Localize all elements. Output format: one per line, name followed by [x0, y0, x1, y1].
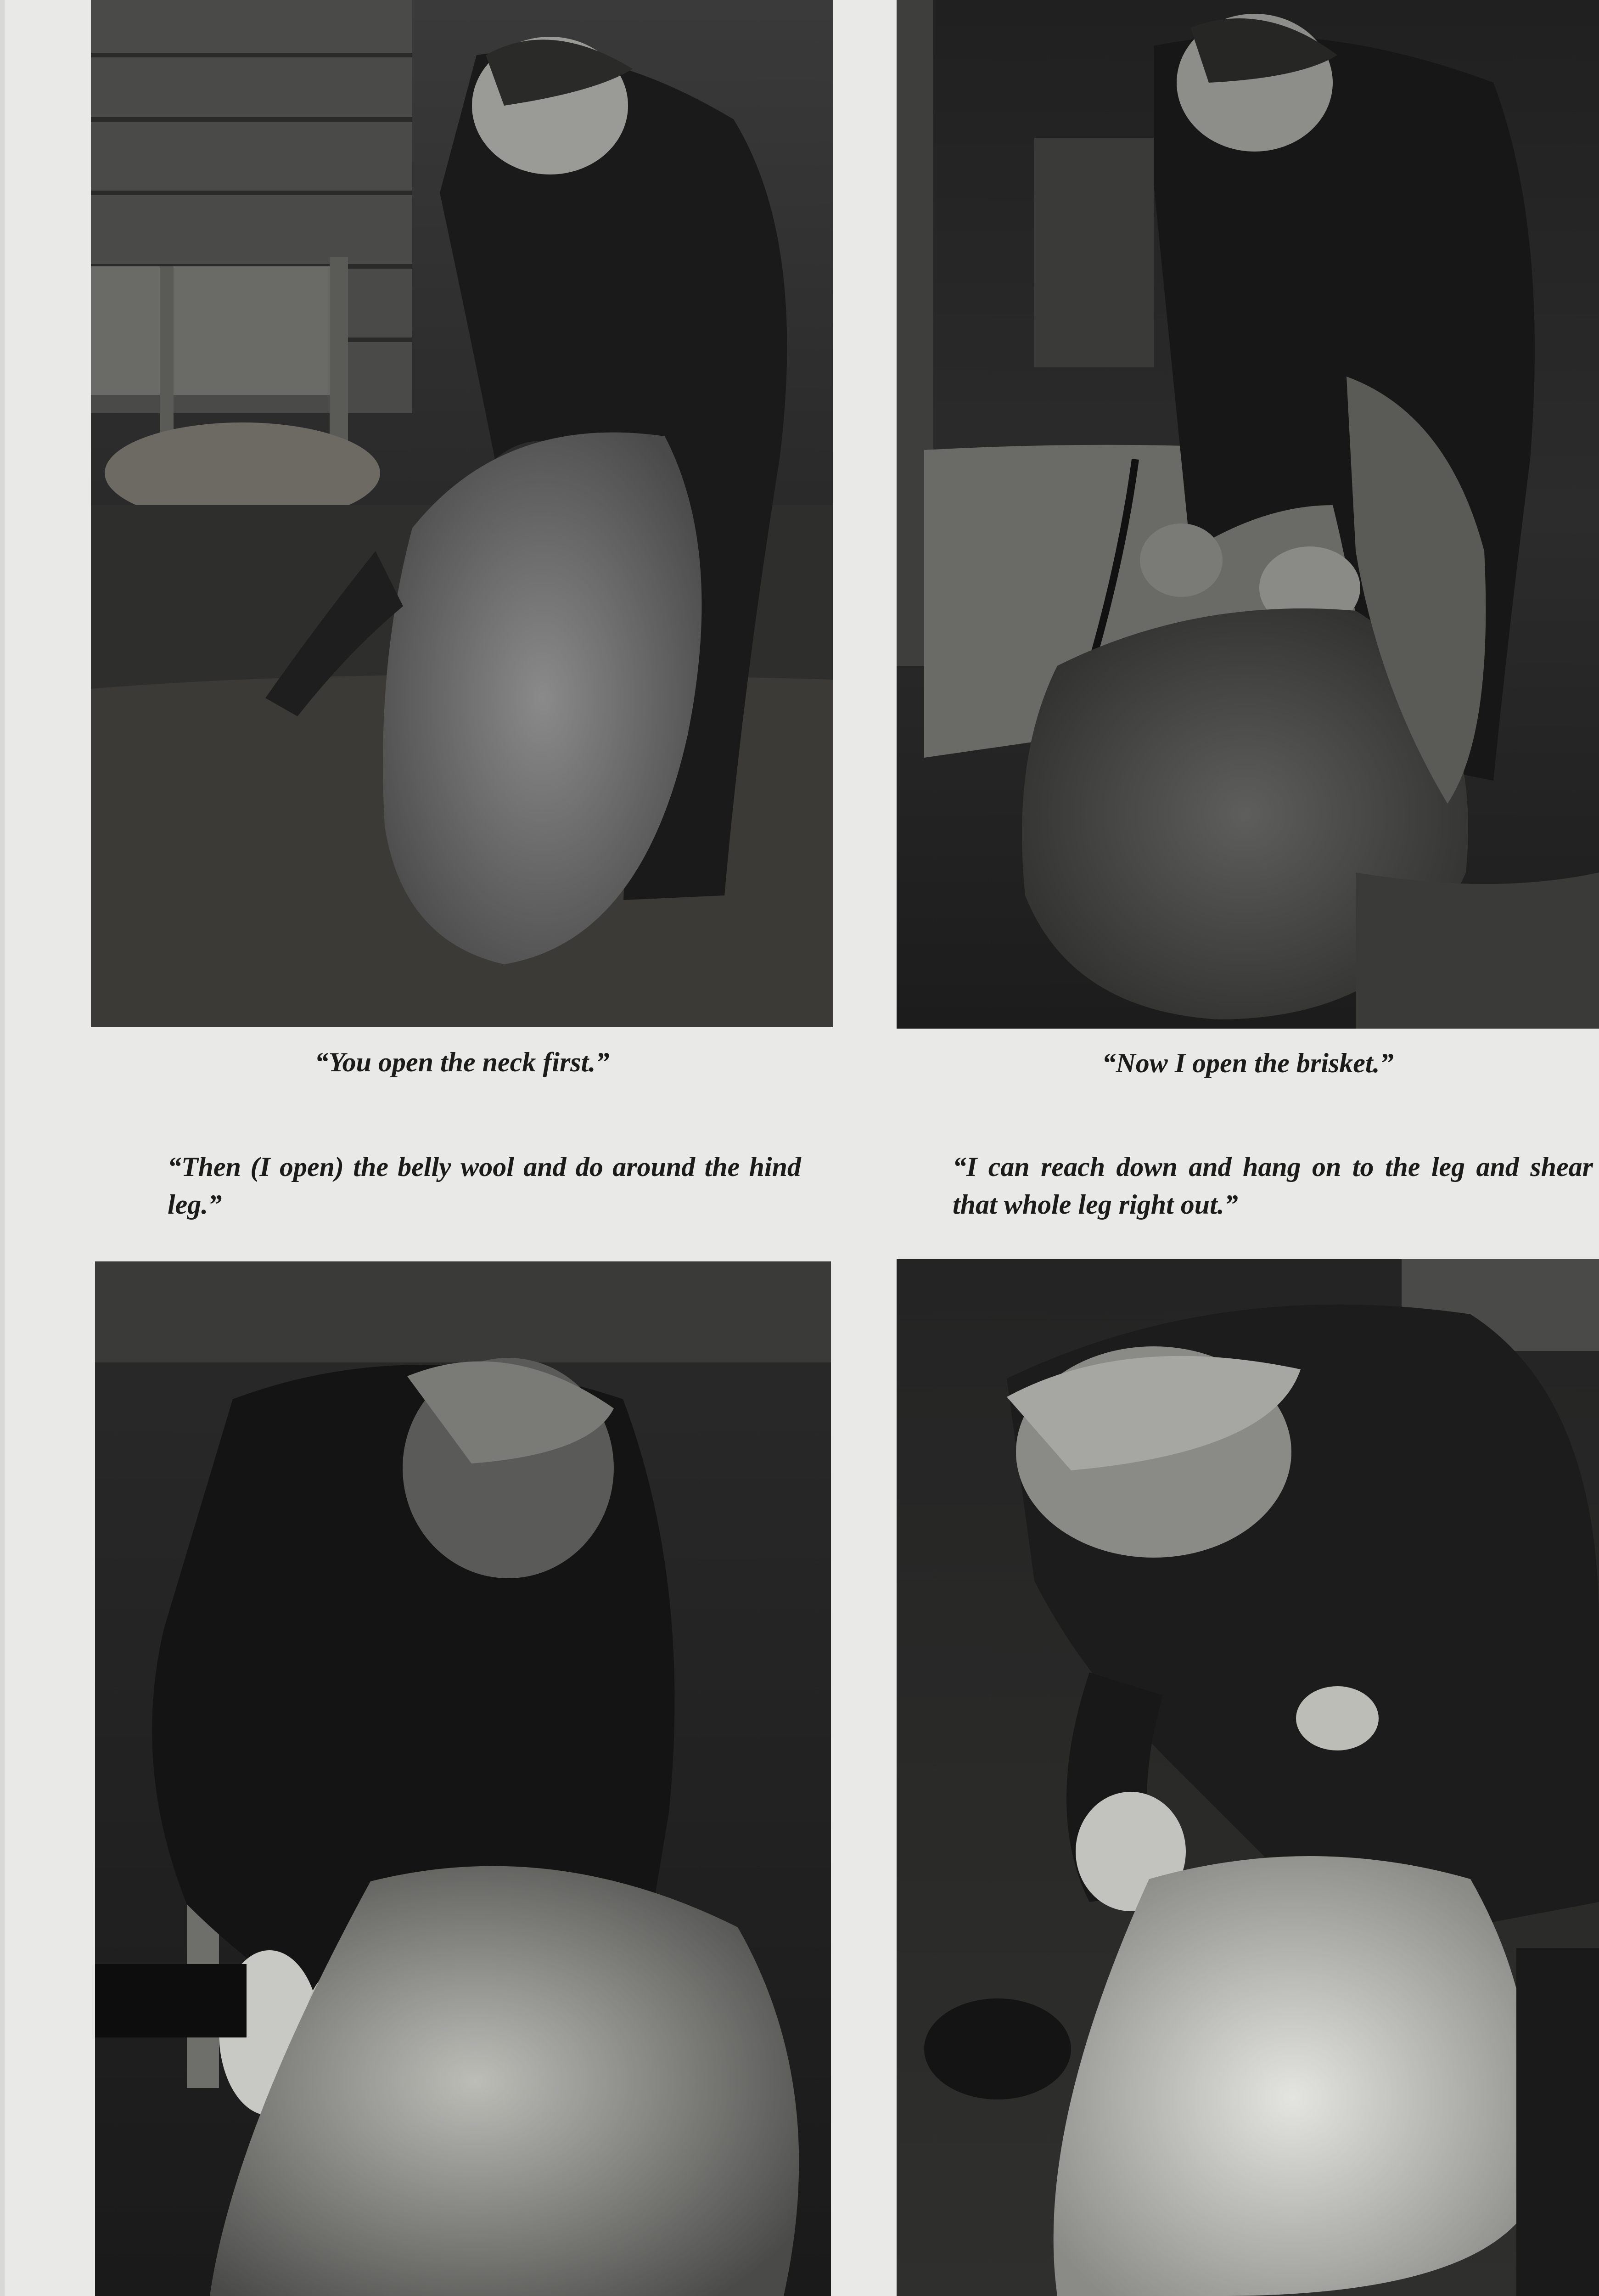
- caption-leg: “I can reach down and hang on to the leg and shear that whole leg right out.”: [953, 1152, 1593, 1220]
- caption-belly: “Then (I open) the belly wool and do around the hind leg.”: [168, 1152, 801, 1220]
- page-edge: [0, 0, 5, 2296]
- caption-neck: “You open the neck first.”: [314, 1047, 610, 1077]
- caption-brisket: “Now I open the brisket.”: [1102, 1048, 1394, 1078]
- photo-shearing-brisket: [897, 0, 1599, 1029]
- photo-shearing-belly: [95, 1261, 831, 2296]
- photo-shearing-hind-leg: [897, 1259, 1599, 2296]
- photo-shearing-neck: [91, 0, 833, 1027]
